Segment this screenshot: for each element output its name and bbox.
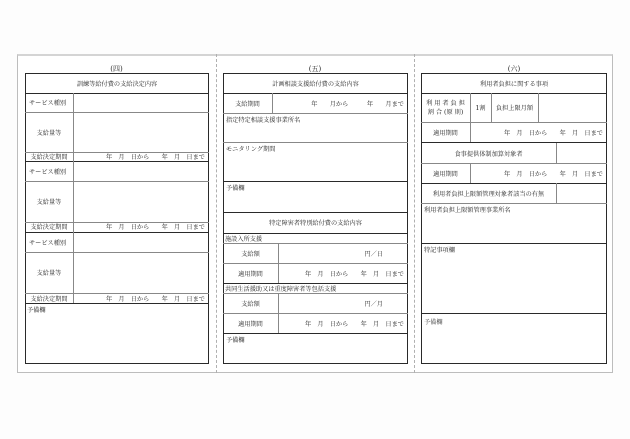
column-divider <box>73 93 74 303</box>
special-notes-label: 特記事項欄 <box>424 247 455 254</box>
group-amount-unit: 円／月 <box>364 300 383 308</box>
period1-label: 適用期間 <box>433 129 458 137</box>
divider <box>25 303 209 304</box>
burden-ratio-line2: 割 合 (原 則) <box>427 108 464 116</box>
group-period-label: 適用期間 <box>238 320 263 328</box>
column-divider <box>538 93 539 122</box>
fold-line-1 <box>216 54 217 373</box>
designated-office-label: 指定特定相談支援事業所名 <box>226 117 301 124</box>
panel-title-5: (五) <box>308 65 322 73</box>
amount-label: 支給量等 <box>36 199 62 206</box>
facility-amount-unit: 円／日 <box>364 250 383 258</box>
divider <box>223 333 408 334</box>
decision-period-label: 支給決定期間 <box>30 224 68 231</box>
decision-period-label: 支給決定期間 <box>30 154 68 161</box>
divider <box>421 313 607 314</box>
divider <box>223 181 408 182</box>
meal-provision-label: 食事提供体制加算対象者 <box>454 150 523 158</box>
decision-period-value: 年 月 日から 年 月 日まで <box>106 295 205 303</box>
group-period-value: 年 月 日から 年 月 日まで <box>305 320 404 328</box>
fold-line-2 <box>414 54 415 373</box>
column-divider <box>278 243 279 283</box>
training-benefit-header: 訓練等給付費の支給決定内容 <box>76 80 158 88</box>
monthly-cap-label: 負担上限月額 <box>495 105 534 112</box>
panel-title-4: (四) <box>110 65 123 73</box>
amount-label: 支給量等 <box>36 270 62 277</box>
decision-period-label: 支給決定期間 <box>30 295 68 303</box>
panel-title-6: (六) <box>507 65 521 73</box>
facility-period-label: 適用期間 <box>238 270 263 278</box>
burden-ratio-label <box>421 93 470 122</box>
decision-period-value: 年 月 日から 年 月 日まで <box>106 224 205 231</box>
monitoring-period-label: モニタリング期間 <box>226 146 276 153</box>
column-divider <box>278 293 279 333</box>
period1-value: 年 月 日から 年 月 日まで <box>504 129 603 137</box>
burden-ratio-line1: 利 用 者 負 担 <box>426 99 465 107</box>
facility-period-value: 年 月 日から 年 月 日まで <box>305 270 404 278</box>
column-divider <box>556 143 557 163</box>
period2-label: 適用期間 <box>433 170 458 178</box>
remarks-label: 予備欄 <box>424 319 443 326</box>
burden-ratio-value: 1割 <box>475 105 486 112</box>
amount-label: 支給量等 <box>36 129 62 137</box>
decision-period-value: 年 月 日から 年 月 日まで <box>106 154 205 161</box>
remarks-label: 予備欄 <box>226 185 245 192</box>
user-burden-header: 利用者負担に関する事項 <box>479 80 549 88</box>
remarks-label: 予備欄 <box>226 337 245 344</box>
facility-amount-label: 支給額 <box>241 250 260 258</box>
remarks-label: 予備欄 <box>27 307 46 314</box>
service-type-label: サービス種別 <box>29 240 67 247</box>
cap-management-label: 利用者負担上限額管理対象者該当の有無 <box>432 190 545 198</box>
column-divider <box>556 183 557 203</box>
payment-period-value: 年 月から 年 月まで <box>311 100 404 108</box>
service-type-label: サービス種別 <box>29 100 67 107</box>
cap-office-label: 利用者負担上限額管理事業所名 <box>424 207 511 214</box>
service-type-label: サービス種別 <box>29 169 67 176</box>
group-amount-label: 支給額 <box>241 300 260 308</box>
special-benefit-header: 特定障害者特別給付費の支給内容 <box>269 220 362 227</box>
payment-period-label: 支給期間 <box>235 100 260 108</box>
period2-value: 年 月 日から 年 月 日まで <box>504 170 603 178</box>
facility-support-label: 施設入所支援 <box>225 235 263 243</box>
group-home-support-label: 共同生活援助又は重度障害者等包括支援 <box>225 285 337 293</box>
consultation-header: 計画相談支援給付費の支給内容 <box>272 80 359 88</box>
